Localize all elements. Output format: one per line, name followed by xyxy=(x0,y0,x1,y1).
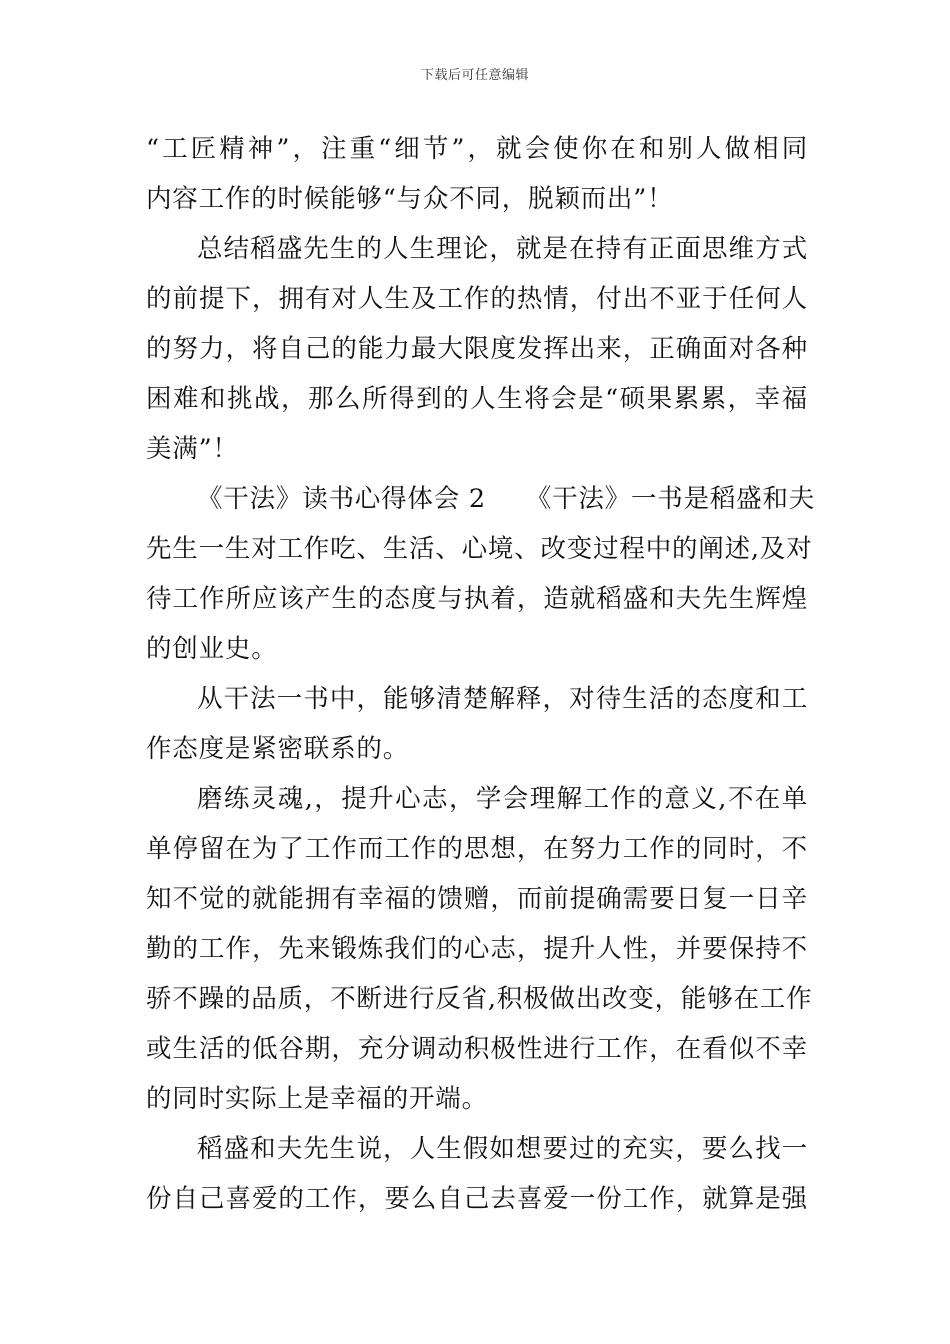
page-header: 下载后可任意编辑 xyxy=(420,68,529,83)
text-line: 骄不躁的品质，不断进行反省,积极做出改变，能够在工作 xyxy=(146,984,813,1014)
text-line: “工匠精神”，注重“细节”，就会使你在和别人做相同 xyxy=(146,134,808,164)
text-line: 份自己喜爱的工作，要么自己去喜爱一份工作，就算是强 xyxy=(146,1184,808,1214)
document-body xyxy=(146,124,816,1224)
text-line: 磨练灵魂,，提升心志，学会理解工作的意义,不在单 xyxy=(197,784,808,814)
paragraph xyxy=(146,1124,808,1224)
text-line: 先生一生对工作吃、生活、心境、改变过程中的阐述,及对 xyxy=(146,534,813,564)
text-line: 的同时实际上是幸福的开端。 xyxy=(146,1084,488,1114)
text-line: 待工作所应该产生的态度与执着，造就稻盛和夫先生辉煌 xyxy=(146,584,808,614)
paragraph xyxy=(146,124,808,224)
text-line: 知不觉的就能拥有幸福的馈赠，而前提确需要日复一日辛 xyxy=(146,884,808,914)
text-line: 的努力，将自己的能力最大限度发挥出来，正确面对各种 xyxy=(146,334,808,364)
text-line: 稻盛和夫先生说，人生假如想要过的充实，要么找一 xyxy=(197,1134,808,1164)
text-line: 的创业史。 xyxy=(146,634,278,664)
text-line: 勤的工作，先来锻炼我们的心志，提升人性，并要保持不 xyxy=(146,934,808,964)
text-line: 的前提下，拥有对人生及工作的热情，付出不亚于任何人 xyxy=(146,284,808,314)
text-line: 从干法一书中，能够清楚解释，对待生活的态度和工 xyxy=(197,684,808,714)
text-line: 内容工作的时候能够“与众不同，脱颖而出”！ xyxy=(146,184,674,214)
paragraph xyxy=(146,674,808,774)
text-line: 或生活的低谷期，充分调动积极性进行工作，在看似不幸 xyxy=(146,1034,808,1064)
paragraph xyxy=(146,774,813,1124)
paragraph xyxy=(146,224,808,474)
text-line: 《干法》读书心得体会 2 《干法》一书是稻盛和夫 xyxy=(197,484,816,514)
text-line: 总结稻盛先生的人生理论，就是在持有正面思维方式 xyxy=(197,234,808,264)
text-line: 美满”！ xyxy=(146,434,239,464)
text-line: 作态度是紧密联系的。 xyxy=(146,734,410,764)
text-line: 单停留在为了工作而工作的思想，在努力工作的同时，不 xyxy=(146,834,808,864)
paragraph xyxy=(146,474,816,674)
text-line: 困难和挑战，那么所得到的人生将会是“硕果累累，幸福 xyxy=(146,384,808,414)
